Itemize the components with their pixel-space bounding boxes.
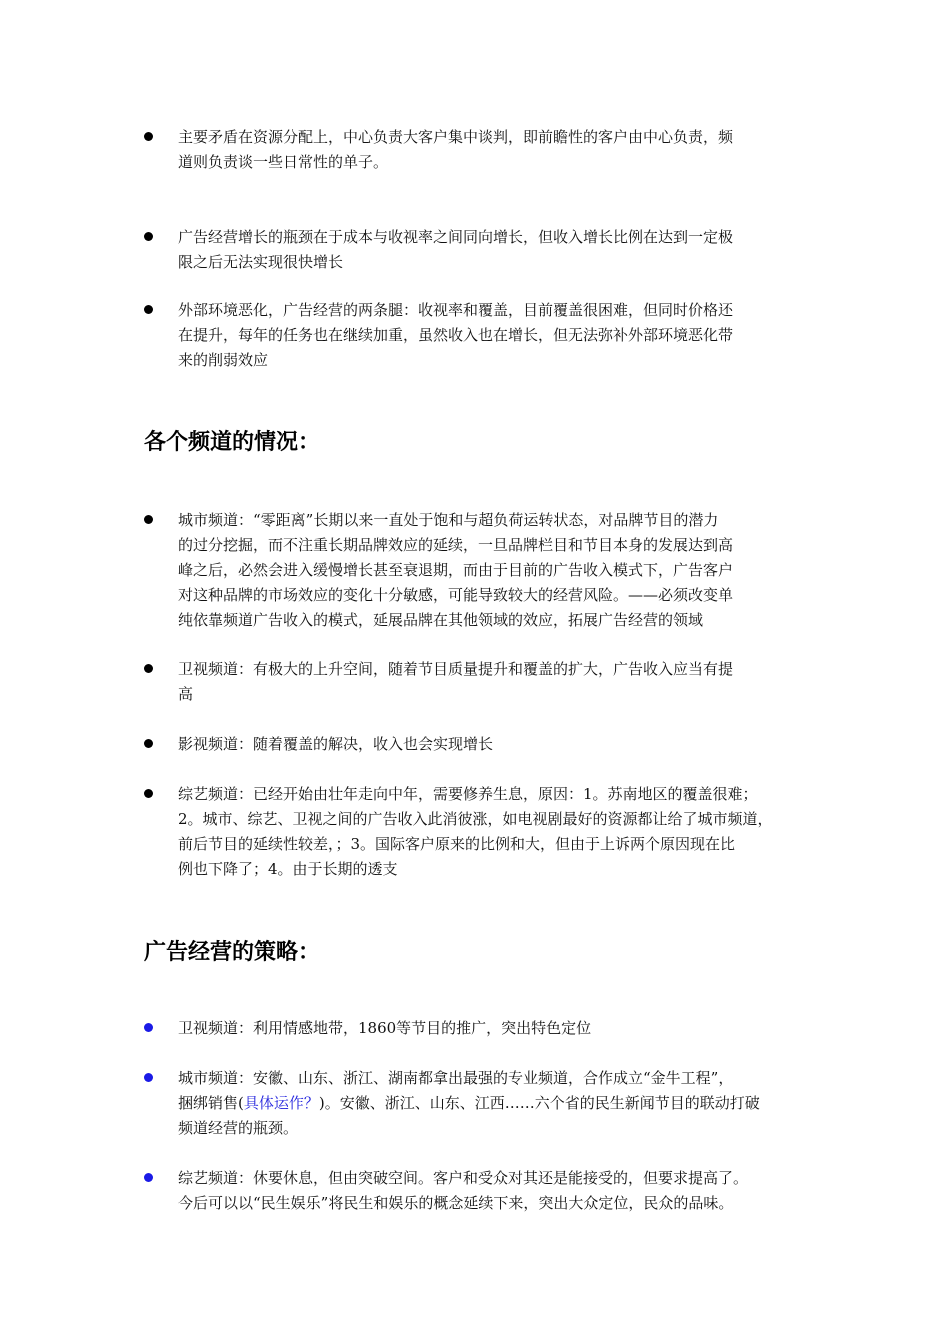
text-line: 例也下降了；4。由于长期的透支 bbox=[178, 860, 398, 878]
text-line: 城市频道：安徽、山东、浙江、湖南都拿出最强的专业频道，合作成立“金牛工程”， bbox=[178, 1069, 734, 1087]
list-item-text bbox=[178, 125, 818, 175]
text-line: 频道经营的瓶颈。 bbox=[178, 1119, 299, 1137]
text-line: 综艺频道：已经开始由壮年走向中年，需要修养生息，原因：1。苏南地区的覆盖很难； bbox=[178, 785, 758, 803]
text-line: 道则负责谈一些日常性的单子。 bbox=[178, 153, 389, 171]
text-line bbox=[178, 1091, 818, 1116]
text-line: 卫视频道：利用情感地带，1860等节目的推广，突出特色定位 bbox=[178, 1019, 592, 1037]
list-item-text bbox=[178, 1016, 818, 1041]
bullet-icon bbox=[144, 1023, 153, 1032]
text-line: 今后可以以“民生娱乐”将民生和娱乐的概念延续下来，突出大众定位，民众的品味。 bbox=[178, 1194, 734, 1212]
text-line: 2。城市、综艺、卫视之间的广告收入此消彼涨，如电视剧最好的资源都让给了城市频道， bbox=[178, 810, 773, 828]
bullet-icon bbox=[144, 132, 153, 141]
bullet-icon bbox=[144, 232, 153, 241]
text-line: 综艺频道：休要休息，但由突破空间。客户和受众对其还是能接受的，但要求提高了。 bbox=[178, 1169, 749, 1187]
list-item-text bbox=[178, 782, 818, 882]
text-line: 在提升，每年的任务也在继续加重，虽然收入也在增长，但无法弥补外部环境恶化带 bbox=[178, 326, 734, 344]
section-heading: 广告经营的策略： bbox=[144, 940, 321, 965]
text-line: 峰之后，必然会进入缓慢增长甚至衰退期，而由于目前的广告收入模式下，广告客户 bbox=[178, 561, 734, 579]
bullet-icon bbox=[144, 515, 153, 524]
text-line: 城市频道：“零距离”长期以来一直处于饱和与超负荷运转状态，对品牌节目的潜力 bbox=[178, 511, 719, 529]
list-item-text bbox=[178, 657, 818, 707]
section-heading: 各个频道的情况： bbox=[144, 430, 321, 455]
list-item-text bbox=[178, 732, 818, 757]
text-line: 外部环境恶化，广告经营的两条腿：收视率和覆盖，目前覆盖很困难，但同时价格还 bbox=[178, 301, 734, 319]
bullet-icon bbox=[144, 739, 153, 748]
bullet-icon bbox=[144, 305, 153, 314]
bullet-icon bbox=[144, 789, 153, 798]
text-line: 的过分挖掘，而不注重长期品牌效应的延续，一旦品牌栏目和节目本身的发展达到高 bbox=[178, 536, 734, 554]
text-line: 卫视频道：有极大的上升空间，随着节目质量提升和覆盖的扩大，广告收入应当有提 bbox=[178, 660, 734, 678]
text-line: 主要矛盾在资源分配上，中心负责大客户集中谈判，即前瞻性的客户由中心负责，频 bbox=[178, 128, 734, 146]
comment-link[interactable]: 具体运作？ bbox=[243, 1094, 319, 1112]
bullet-icon bbox=[144, 1073, 153, 1082]
list-item-text bbox=[178, 1166, 818, 1216]
bullet-icon bbox=[144, 1173, 153, 1182]
text-line: 来的削弱效应 bbox=[178, 351, 269, 369]
text-line: 高 bbox=[178, 685, 194, 703]
text-segment: )。安徽、浙江、山东、江西……六个省的民生新闻节目的联动打破 bbox=[318, 1094, 760, 1112]
list-item-text bbox=[178, 225, 818, 275]
text-line: 前后节目的延续性较差，；3。国际客户原来的比例和大，但由于上诉两个原因现在比 bbox=[178, 835, 736, 853]
text-line: 限之后无法实现很快增长 bbox=[178, 253, 344, 271]
list-item-text bbox=[178, 508, 818, 633]
bullet-icon bbox=[144, 664, 153, 673]
list-item-text bbox=[178, 298, 818, 373]
text-line: 纯依靠频道广告收入的模式，延展品牌在其他领域的效应，拓展广告经营的领域 bbox=[178, 611, 704, 629]
text-line: 影视频道：随着覆盖的解决，收入也会实现增长 bbox=[178, 735, 494, 753]
text-line: 对这种品牌的市场效应的变化十分敏感，可能导致较大的经营风险。——必须改变单 bbox=[178, 586, 734, 604]
text-segment: 捆绑销售( bbox=[178, 1094, 244, 1112]
text-line: 广告经营增长的瓶颈在于成本与收视率之间同向增长，但收入增长比例在达到一定极 bbox=[178, 228, 734, 246]
list-item-text bbox=[178, 1066, 818, 1141]
